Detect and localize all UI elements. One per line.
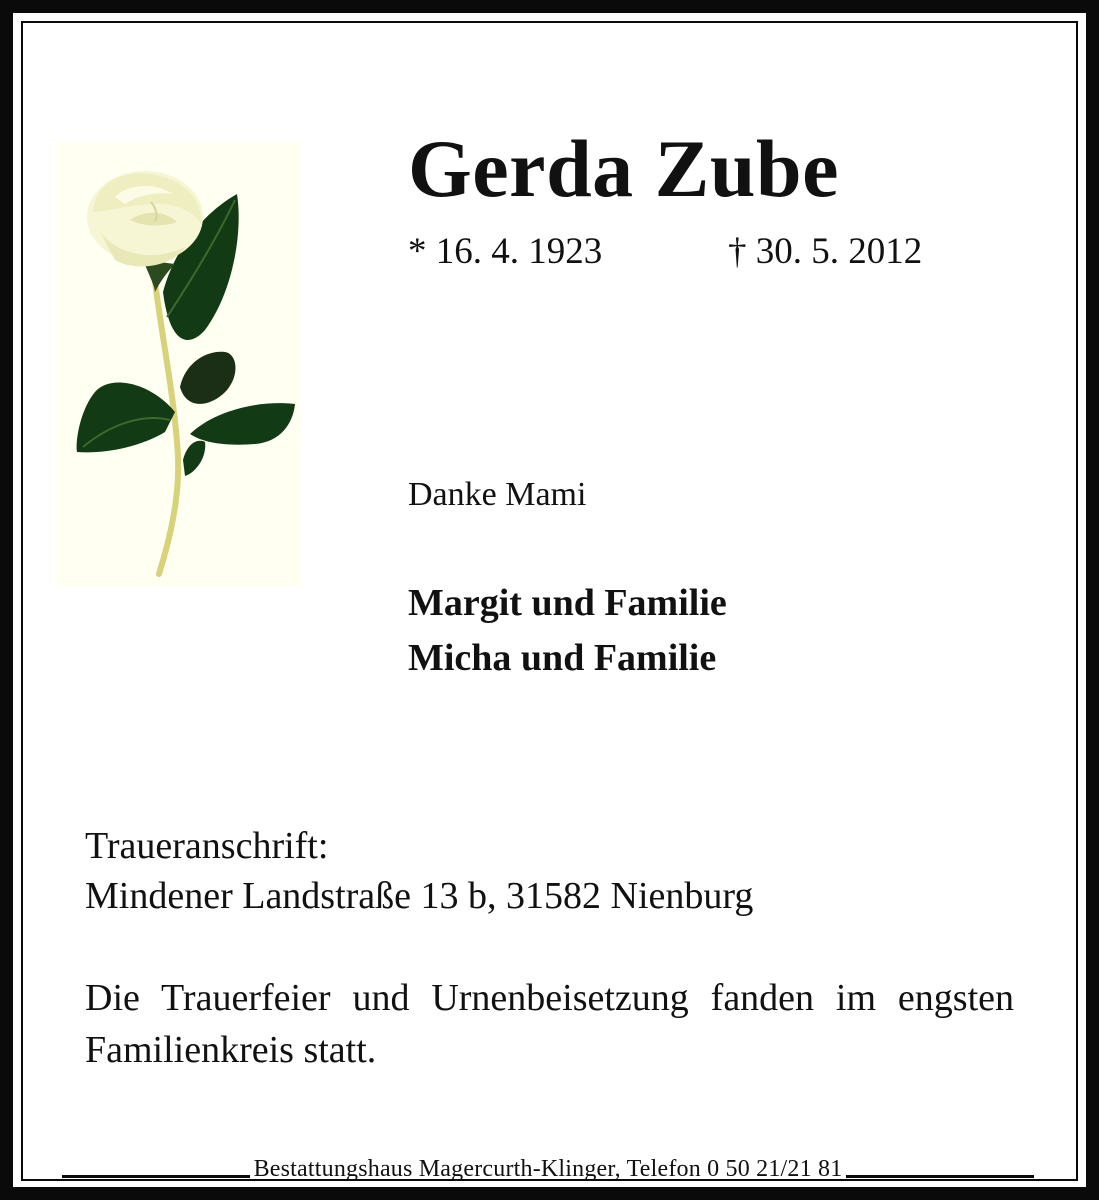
footer-rule-right bbox=[846, 1175, 1034, 1178]
white-rose-icon bbox=[55, 142, 302, 587]
mourning-address: Mindener Landstraße 13 b, 31582 Nienburg bbox=[85, 875, 754, 917]
family-list bbox=[408, 576, 727, 686]
funeral-home-contact: Bestattungshaus Magercurth-Klinger, Telefon 0 50 21/21 81 bbox=[253, 1155, 843, 1182]
birth-date: * 16. 4. 1923 bbox=[408, 231, 603, 272]
death-date: † 30. 5. 2012 bbox=[728, 231, 923, 272]
footer bbox=[62, 1152, 1034, 1186]
address-label: Traueranschrift: bbox=[85, 825, 329, 867]
thanks-line: Danke Mami bbox=[408, 476, 587, 513]
rose-image bbox=[55, 142, 302, 587]
family-entry: Micha und Familie bbox=[408, 637, 717, 679]
footer-rule-left bbox=[62, 1175, 250, 1178]
deceased-name: Gerda Zube bbox=[408, 123, 839, 214]
ceremony-note: Die Trauerfeier und Urnenbeisetzung fanden im engsten Familienkreis statt. bbox=[85, 977, 1014, 1071]
family-entry: Margit und Familie bbox=[408, 582, 727, 624]
